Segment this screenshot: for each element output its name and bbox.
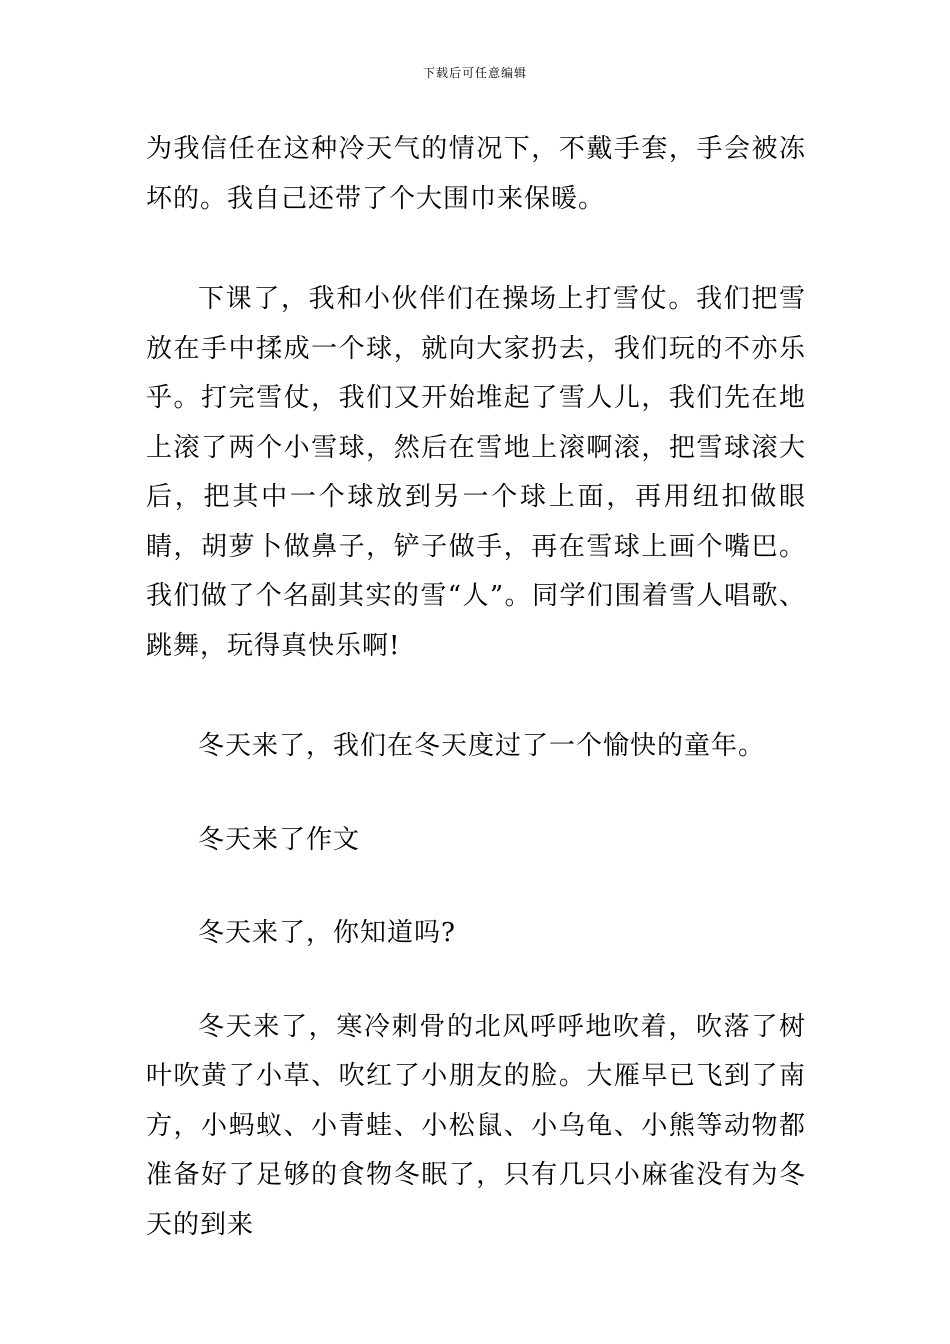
page-header: 下载后可任意编辑: [422, 66, 527, 80]
paragraph-question: 冬天来了，你知道吗?: [198, 918, 456, 948]
paragraph-continuation: 为我信任在这种冷天气的情况下，不戴手套，手会被冻坏的。我自己还带了个大围巾来保暖。: [146, 134, 806, 214]
paragraph-snowball-fight: 下课了，我和小伙伴们在操场上打雪仗。我们把雪放在手中揉成一个球，就向大家扔去，我们玩的不亦乐乎。打完雪仗，我们又开始堆起了雪人儿，我们先在地上滚了两个小雪球，然后在雪地上滚啊滚，把雪球滚大后，把其中一个球放到另一个球上面，再用纽扣做眼睛，胡萝卜做鼻子，铲子做手，再在雪球上画个嘴巴。我们做了个名副其实的雪“人”。同学们围着雪人唱歌、跳舞，玩得真快乐啊!: [146, 284, 806, 661]
document-body: [146, 125, 806, 1250]
paragraph-happy-childhood: 冬天来了，我们在冬天度过了一个愉快的童年。: [198, 731, 766, 761]
paragraph-winter-arrives: 冬天来了，寒冷刺骨的北风呼呼地吹着，吹落了树叶吹黄了小草、吹红了小朋友的脸。大雁早已飞到了南方，小蚂蚁、小青蛙、小松鼠、小乌龟、小熊等动物都准备好了足够的食物冬眠了，只有几只小麻雀没有为冬天的到来: [146, 1011, 806, 1240]
essay-title: 冬天来了作文: [198, 824, 361, 855]
